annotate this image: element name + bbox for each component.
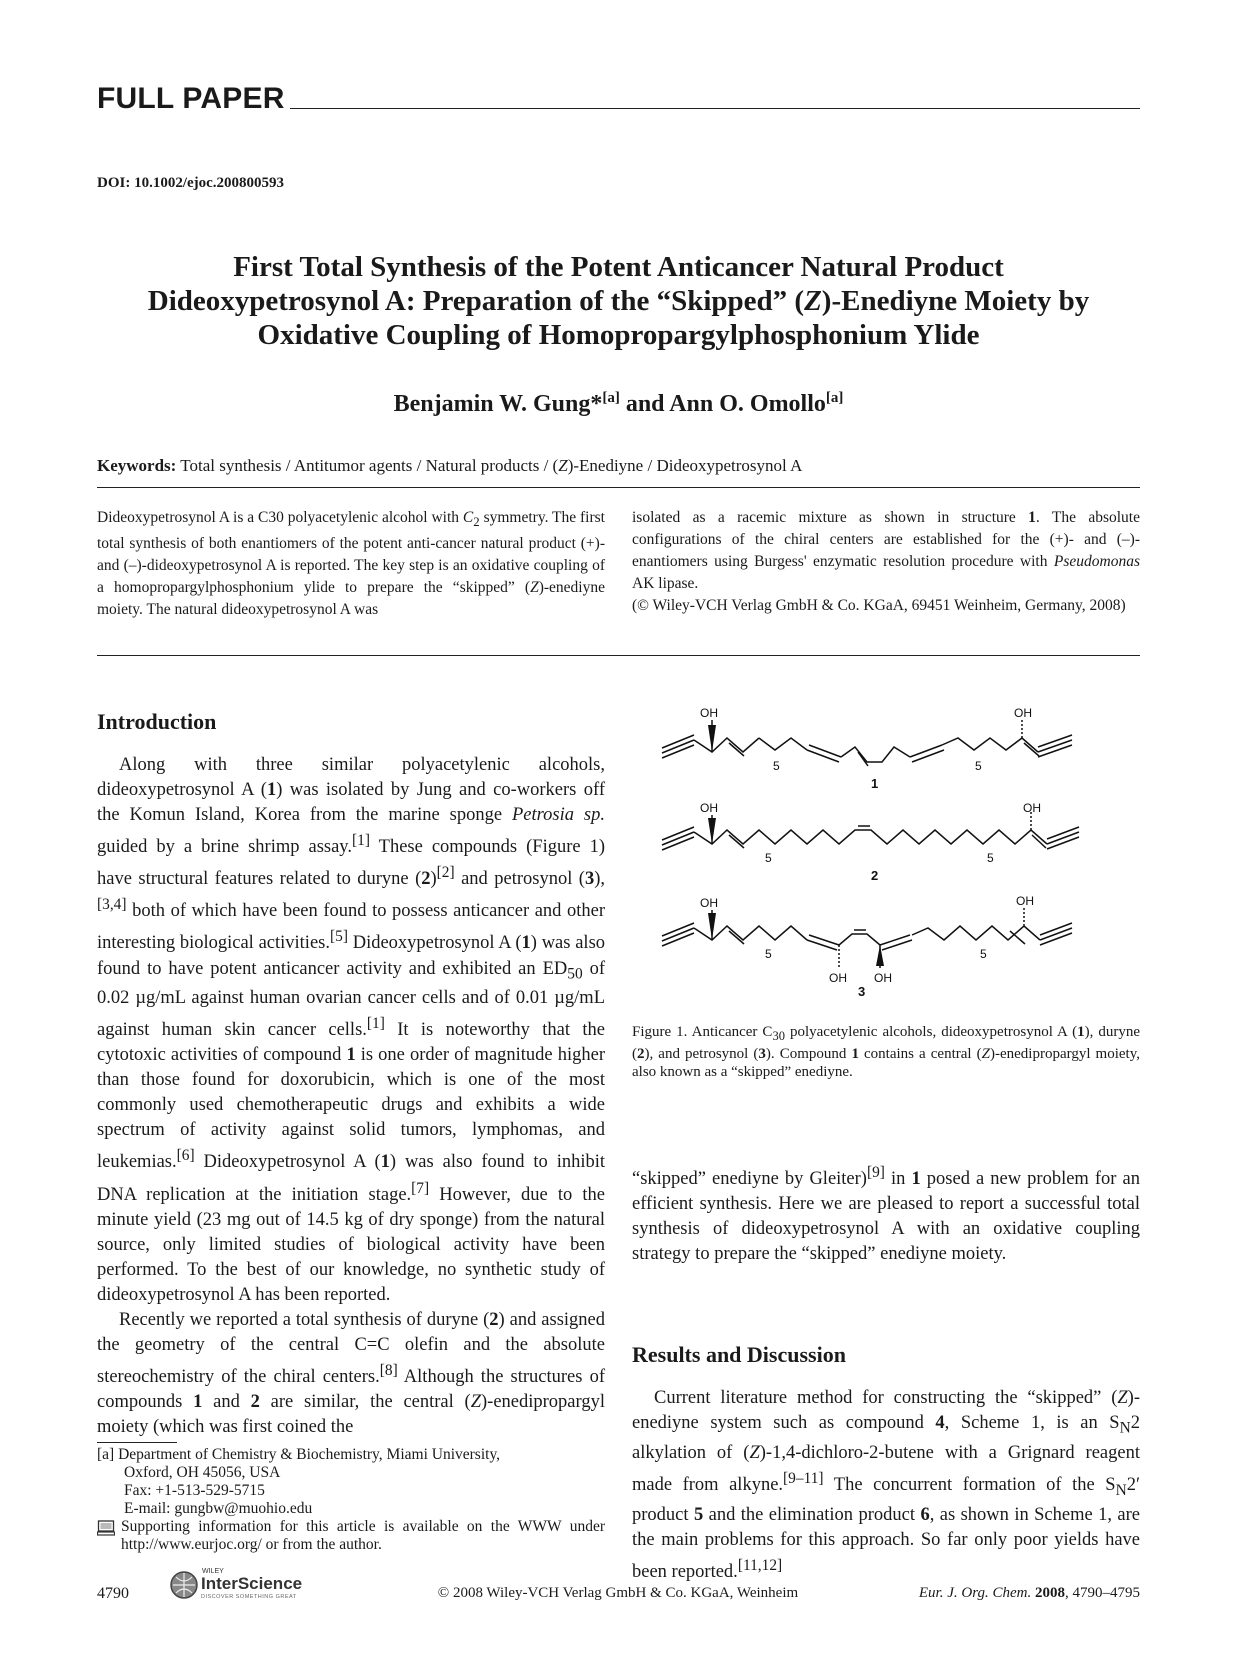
figure-1-structures: [632, 700, 1140, 1018]
oh-label: OH: [700, 801, 718, 815]
footer-copyright: © 2008 Wiley-VCH Verlag GmbH & Co. KGaA, Weinheim: [437, 1585, 799, 1601]
text: are similar, the central (: [259, 1391, 471, 1412]
compound-ref: 1: [521, 933, 531, 954]
repeat-index: 5: [765, 851, 772, 865]
logo-tagline: DISCOVER SOMETHING GREAT: [201, 1594, 297, 1600]
footnotes: [97, 1446, 605, 1554]
text: Current literature method for constructing the “skipped” (: [654, 1388, 1118, 1408]
title-line-1: First Total Synthesis of the Potent Anticancer Natural Product: [233, 251, 1004, 283]
subscript: 30: [772, 1029, 785, 1043]
compound-ref: 4: [935, 1413, 945, 1433]
abstract-symbol: C: [462, 509, 474, 526]
text: 2 alkylation of (: [632, 1413, 1140, 1463]
doi: DOI: 10.1002/ejoc.200800593: [97, 175, 285, 191]
z-italic: Z: [1117, 1388, 1128, 1408]
z-italic: Z: [981, 1046, 990, 1062]
keywords-rule: [97, 487, 1140, 488]
abstract-rule: [97, 655, 1140, 656]
compound-ref: 1: [380, 1152, 390, 1173]
title-line-2: [97, 284, 1140, 318]
text: )-enedipropargyl moiety (which was first coined the: [97, 1391, 605, 1437]
citation: [11,12]: [737, 1556, 783, 1574]
keywords: [97, 456, 1140, 476]
citation: [5]: [330, 928, 348, 946]
compound-ref: 3: [758, 1046, 766, 1062]
abstract-species: Pseudomonas: [1053, 553, 1140, 570]
text: It is noteworthy that the cytotoxic activities of compound: [97, 1020, 605, 1066]
oh-label: OH: [874, 971, 892, 985]
z-italic: Z: [470, 1391, 482, 1412]
abstract-text: isolated as a racemic mixture as shown in structure: [632, 509, 1029, 526]
compound-ref: 1: [1077, 1024, 1085, 1040]
abstract-right: [632, 507, 1140, 617]
repeat-index: 5: [773, 759, 780, 773]
structure-1: [662, 735, 1072, 766]
keywords-label: Keywords:: [97, 456, 177, 475]
text: of 0.02 µg/mL against human ovarian cancer cells and of 0.01 µg/mL against human skin cancer cells.: [97, 958, 605, 1041]
intro-paragraph-2: [97, 1308, 605, 1440]
compound-label-2: 2: [871, 868, 879, 883]
citation: [1]: [366, 1015, 385, 1033]
text: , Scheme 1, is an S: [944, 1413, 1120, 1433]
abstract-text: symmetry. The first total synthesis of both enantiomers of the potent anti-cancer natural product (+)- and (–)-dideoxypetrosynol A is reported. The key step is an oxidative coupling of a homopropargylphosphonium ylide to prepare the “skipped” (: [97, 509, 605, 597]
oh-label: OH: [1023, 801, 1041, 815]
text: )-enediyne system such as compound: [632, 1388, 1140, 1433]
introduction-heading: Introduction: [97, 709, 217, 734]
figure-caption: [632, 1023, 1140, 1081]
affiliation-email: E-mail: gungbw@muohio.edu: [124, 1500, 313, 1517]
author-2: Ann O. Omollo: [669, 391, 826, 417]
text: 2′ product: [632, 1474, 1140, 1525]
affiliation-fax: Fax: +1-513-529-5715: [124, 1482, 265, 1499]
compound-ref: 5: [693, 1504, 704, 1525]
text: Dideoxypetrosynol A (: [194, 1152, 381, 1173]
affiliation-address: Oxford, OH 45056, USA: [124, 1464, 281, 1481]
introduction-body: [97, 753, 605, 1440]
citation: [7]: [411, 1179, 430, 1197]
keywords-z: Z: [558, 456, 568, 475]
results-body: [632, 1386, 1140, 1585]
affiliation-tag: [a]: [97, 1446, 115, 1463]
text: Recently we reported a total synthesis of duryne (: [119, 1309, 490, 1330]
text: Figure 1. Anticancer C: [632, 1024, 773, 1040]
text: guided by a brine shrimp assay.: [97, 837, 352, 858]
text: ). Compound: [765, 1046, 852, 1062]
citation: [9–11]: [783, 1469, 824, 1487]
repeat-index: 5: [765, 947, 772, 961]
text: ), duryne (: [632, 1024, 1140, 1062]
structure-2: [662, 826, 1079, 850]
text: and petrosynol (: [454, 869, 585, 890]
oh-label: OH: [700, 706, 718, 720]
title-line-2b: )-Enediyne Moiety by: [821, 285, 1090, 317]
journal-name: Eur. J. Org. Chem.: [918, 1585, 1032, 1601]
text: in: [884, 1169, 912, 1190]
text: Dideoxypetrosynol A (: [347, 933, 522, 954]
oh-label: OH: [1016, 894, 1034, 908]
subscript: N: [1115, 1481, 1127, 1499]
header-rule: [290, 108, 1140, 109]
repeat-index: 5: [980, 947, 987, 961]
compound-ref: 2: [489, 1309, 499, 1330]
text: and the elimination product: [703, 1504, 921, 1525]
text: )-enedipropargyl moiety, also known as a “skipped” enediyne.: [632, 1046, 1140, 1080]
results-heading: Results and Discussion: [632, 1342, 846, 1367]
compound-ref: 2: [421, 869, 431, 890]
text: ) was also found to inhibit DNA replication at the initiation stage.: [97, 1152, 605, 1205]
citation: [6]: [176, 1147, 195, 1165]
text: However, due to the minute yield (23 mg out of 14.5 kg of dry sponge) from the natural source, only limited studies of biological activity have been performed. To the best of our knowledge, no synthetic study of dideoxypetrosynol A has been reported.: [97, 1184, 605, 1305]
text: The concurrent formation of the S: [823, 1474, 1116, 1495]
supporting-info-text: Supporting information for this article is available on the WWW under http://www.eurjoc.org/ or from the author.: [121, 1518, 605, 1553]
right-column-continuation: [632, 1160, 1140, 1267]
journal-pages: , 4790–4795: [1065, 1585, 1140, 1601]
compound-ref: 1: [266, 780, 277, 800]
compound-label-3: 3: [858, 984, 866, 999]
repeat-index: 5: [987, 851, 994, 865]
text: “skipped” enediyne by Gleiter): [632, 1169, 867, 1190]
compound-label-1: 1: [871, 776, 879, 791]
title-z: Z: [804, 285, 822, 317]
author-1-affiliation: [a]: [602, 390, 620, 406]
author-joiner: and: [619, 391, 670, 417]
author-1: Benjamin W. Gung*: [393, 391, 603, 417]
abstract-text: . The absolute configurations of the chiral centers are established for the (+)- and (–)-enantiomers using Burgess' enzymatic resolution procedure with: [632, 509, 1140, 570]
text: contains a central (: [858, 1046, 982, 1062]
affiliation-text: Department of Chemistry & Biochemistry, Miami University,: [118, 1446, 501, 1463]
abstract-left: [97, 507, 605, 621]
z-italic: Z: [749, 1442, 760, 1463]
text: Although the structures of compounds: [97, 1366, 605, 1412]
structure-3: [662, 923, 1072, 950]
title-line-2a: Dideoxypetrosynol A: Preparation of the “Skipped” (: [147, 285, 805, 317]
citation: [9]: [866, 1164, 885, 1181]
citation: [8]: [379, 1361, 398, 1379]
text: polyacetylenic alcohols, dideoxypetrosynol A (: [784, 1024, 1078, 1040]
footnote-rule: [97, 1442, 177, 1443]
intro-paragraph-1: [97, 753, 605, 1308]
text: , as shown in Scheme 1, are the main problems for this approach. So far only poor yields have been reported.: [632, 1504, 1141, 1582]
text: ) and assigned the geometry of the central C=C olefin and the absolute stereochemistry of the chiral centers.: [97, 1309, 605, 1387]
abstract-text: Dideoxypetrosynol A is a C30 polyacetylenic alcohol with: [97, 509, 463, 526]
citation: [1]: [352, 832, 370, 849]
computer-icon: [97, 1520, 115, 1536]
oh-label: OH: [829, 971, 847, 985]
authors: [97, 390, 1140, 418]
abstract-z: Z: [530, 579, 539, 597]
compound-ref: 1: [193, 1391, 203, 1412]
keywords-text-b: )-Enediyne / Dideoxypetrosynol A: [567, 456, 803, 475]
abstract-copyright: (© Wiley-VCH Verlag GmbH & Co. KGaA, 69451 Weinheim, Germany, 2008): [632, 597, 1126, 614]
text: )-1,4-dichloro-2-butene with a Grignard reagent made from alkyne.: [632, 1442, 1140, 1495]
text: ) was isolated by Jung and co-workers off the Komun Island, Korea from the marine sponge: [97, 780, 605, 825]
subscript: N: [1119, 1419, 1131, 1437]
compound-ref: 1: [911, 1169, 921, 1190]
text: posed a new problem for an efficient synthesis. Here we are pleased to report a successful total synthesis of dideoxypetrosynol A with an oxidative coupling strategy to prepare the “skipped” enediyne moiety.: [632, 1169, 1140, 1265]
results-paragraph-1: [632, 1386, 1140, 1585]
text: ), and petrosynol (: [644, 1046, 759, 1062]
text: ): [430, 869, 437, 890]
text: ) was also found to have potent anticancer activity and exhibited an ED: [97, 933, 606, 979]
subscript: 50: [567, 965, 583, 983]
supporting-info-note: [97, 1518, 605, 1554]
affiliation-line: [97, 1446, 605, 1464]
compound-ref: 1: [1028, 509, 1036, 526]
text: and: [202, 1391, 251, 1412]
citation: [3,4]: [97, 896, 127, 914]
compound-ref: 1: [346, 1045, 356, 1066]
paper-title: [97, 250, 1140, 352]
journal-citation: [919, 1585, 1140, 1602]
citation: [2]: [436, 864, 455, 882]
text: ),: [594, 869, 605, 890]
abstract-text: )-enediyne moiety. The natural dideoxypetrosynol A was: [97, 579, 605, 619]
abstract-subscript: 2: [473, 514, 480, 530]
compound-ref: 2: [250, 1391, 260, 1412]
oh-label: OH: [1014, 706, 1032, 720]
text: both of which have been found to possess anticancer and other interesting biological activities.: [97, 901, 605, 954]
species-name: Petrosia sp.: [511, 805, 605, 825]
logo-wordmark: InterScience: [201, 1574, 303, 1593]
compound-ref: 1: [851, 1046, 859, 1062]
page-number: 4790: [97, 1585, 129, 1602]
keywords-text-a: Total synthesis / Antitumor agents / Natural products / (: [176, 456, 559, 475]
text: Along with three similar polyacetylenic alcohols, dideoxypetrosynol A (: [97, 755, 605, 800]
author-2-affiliation: [a]: [825, 390, 844, 406]
logo-publisher: WILEY: [202, 1568, 224, 1575]
oh-label: OH: [700, 896, 718, 910]
text: These compounds (Figure 1) have structural features related to duryne (: [97, 837, 606, 890]
continuation-paragraph: [632, 1160, 1140, 1267]
compound-ref: 3: [584, 869, 595, 890]
journal-year: 2008: [1035, 1585, 1065, 1601]
title-line-3: Oxidative Coupling of Homopropargylphosphonium Ylide: [257, 319, 980, 351]
text: is one order of magnitude higher than those found for doxorubicin, which is one of the most commonly used chemotherapeutic drugs and exhibits a wide spectrum of activity against solid tumors, lymphomas, and leukemias.: [97, 1045, 605, 1173]
repeat-index: 5: [975, 759, 982, 773]
compound-ref: 6: [920, 1504, 930, 1525]
abstract-text: AK lipase.: [632, 575, 699, 592]
compound-ref: 2: [637, 1046, 645, 1062]
section-label: FULL PAPER: [97, 82, 285, 115]
